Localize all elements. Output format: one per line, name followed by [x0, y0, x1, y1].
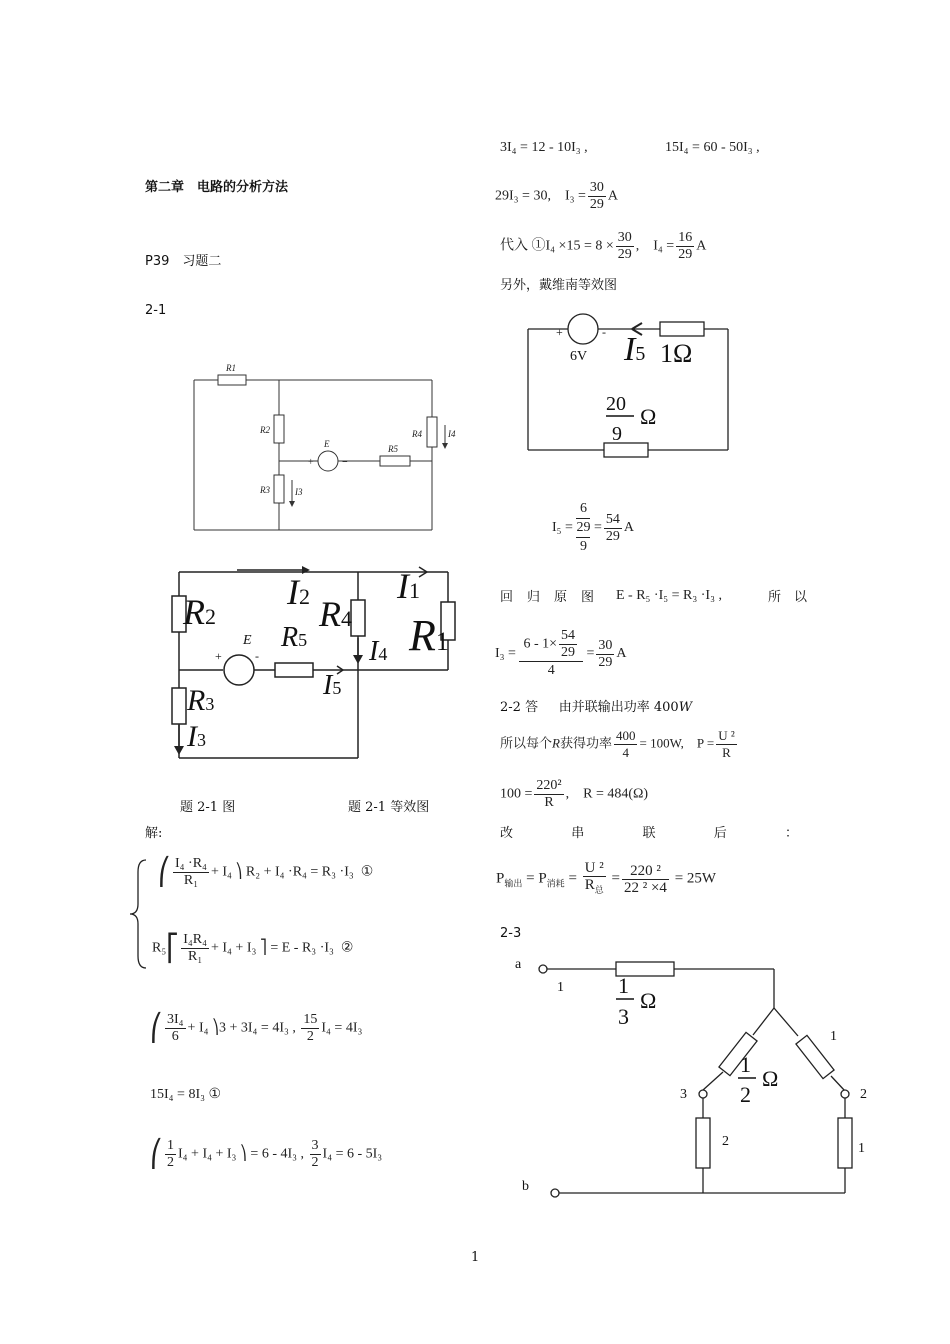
label-node-1: 1 — [557, 980, 564, 995]
equation-5: ⎛ $\frac{1}{2}$ I₄ + I₄ + I₃ ⎞ = 6 - 4I₃ , $\frac{3}{2}$ I₄ = 6 - 5I₃ — [150, 1138, 383, 1170]
problem-label-2-1: 2-1 — [145, 303, 167, 318]
label-r3: R — [187, 684, 206, 717]
label-node-3: 3 — [680, 1087, 687, 1102]
equation-b: 15I₄ = 60 - 50I₃ , — [665, 140, 760, 155]
chapter-title: 第二章 电路的分析方法 — [145, 180, 289, 195]
equation-i3: I₃ = 6 - 1× $\frac{54}{29}$ 4 = $\frac{30}{29}$ A — [495, 628, 627, 678]
label-mid-r-omega: Ω — [762, 1066, 779, 1091]
terminal-b: b — [522, 1179, 529, 1194]
label-r3: R3 — [260, 485, 270, 495]
label-r5: R5 — [388, 444, 398, 454]
terminal-a: a — [515, 957, 522, 972]
label-1ohm: 1Ω — [660, 339, 693, 368]
label-minus: − — [342, 457, 348, 468]
svg-text:R3 — [186, 684, 214, 717]
label-9: 9 — [612, 423, 622, 445]
thevenin-caption: 另外，戴维南等效图 — [500, 278, 618, 293]
equation-c: 29I₃ = 30, I₃ = $\frac{30}{29}$ A — [495, 180, 619, 212]
return-equation: E - R₅ ·I₅ = R₃ ·I₃ , — [616, 588, 722, 603]
exercise-header: P39 习题二 — [145, 254, 222, 269]
equation-d: 代入 ①I₄ ×15 = 8 × $\frac{30}{29}$ , I₄ = $\frac{16}{29}$ A — [500, 230, 707, 262]
label-r1-sub: 1 — [435, 627, 449, 656]
label-left-bottom-2: 2 — [722, 1134, 729, 1149]
svg-text:I5 — [623, 331, 645, 368]
problem-2-2-line1: 2-2 答 由并联输出功率 400W — [500, 700, 693, 715]
label-r2-sub: 2 — [205, 604, 216, 629]
label-r3-sub: 3 — [205, 694, 215, 714]
label-i5-sub: 5 — [635, 343, 646, 365]
label-node-2: 2 — [860, 1087, 867, 1102]
label-r4: R — [319, 594, 341, 634]
equation-a: 3I₄ = 12 - 10I₃ , — [500, 140, 588, 155]
label-i1-sub: 1 — [409, 578, 420, 603]
label-i2: I — [287, 572, 299, 612]
label-mid-r-num: 1 — [740, 1052, 751, 1077]
label-i3-sub: 3 — [197, 730, 206, 750]
label-i5: I — [624, 331, 636, 368]
label-6v: 6V — [570, 349, 588, 364]
equation-4: 15I₄ = 8I₃ ① — [150, 1087, 222, 1102]
label-right-bottom-1: 1 — [858, 1141, 865, 1156]
label-i3: I — [187, 720, 197, 753]
label-top-r-den: 3 — [618, 1004, 629, 1029]
return-end-text: 所 以 — [768, 590, 808, 605]
label-20: 20 — [606, 393, 626, 415]
label-i5-sub: 5 — [332, 678, 342, 698]
svg-text:R2 — [182, 592, 216, 632]
return-text: 回 归 原 图 — [500, 590, 594, 605]
label-i2-sub: 2 — [299, 584, 310, 609]
label-i4-sub: 4 — [378, 644, 388, 664]
svg-text:R4 — [318, 594, 352, 634]
problem-2-2-line2: 所以每个R获得功率 $\frac{400}{4}$ = 100W, P = $\frac{\text{U ²}}{R}$ — [500, 728, 735, 760]
equation-3: ⎛ $\frac{\text{3I₄}}{6}$ + I₄ ⎞3 + 3I₄ = 4I₃ , $\frac{15}{2}$ I₄ = 4I₃ — [150, 1012, 363, 1044]
system-brace — [128, 858, 148, 970]
label-plus: + — [308, 457, 314, 468]
label-top-r-num: 1 — [618, 973, 629, 998]
label-r1: R — [409, 611, 436, 660]
page-number: 1 — [471, 1250, 480, 1265]
label-i3: I3 — [295, 487, 303, 497]
label-r4-sub: 4 — [341, 606, 352, 631]
equation-1: ⎛ $\frac{\text{I₄ ·R₄}}{\text{R₁}}$ + I₄ ⎞ R₂ + I₄ ·R₄ = R₃ ·I₃ ① — [158, 856, 374, 888]
problem-2-2-line3: 100 = $\frac{\text{220²}}{R}$ , R = 484(Ω) — [500, 778, 649, 810]
circuit-figure-2-1-equivalent — [165, 560, 465, 765]
label-r5: R — [281, 622, 299, 653]
circuit-figure-2-1 — [180, 355, 460, 540]
label-r5-sub: 5 — [298, 630, 308, 650]
svg-text:I3 — [186, 720, 206, 753]
label-r1: R1 — [226, 363, 236, 373]
label-right-1: 1 — [830, 1029, 837, 1044]
label-r2: R — [183, 592, 205, 632]
series-text: 改 串 联 后 ： — [500, 826, 798, 841]
label-mid-r-den: 2 — [740, 1082, 751, 1107]
svg-text:I2 — [286, 572, 310, 612]
equation-2: R₅⎡ $\frac{\text{I₄R₄}}{\text{R₁}}$ + I₄ + I₃ ⎤ = E - R₃ ·I₃ ② — [152, 932, 354, 964]
label-e: E — [243, 633, 252, 648]
label-i4: I4 — [448, 429, 456, 439]
label-minus: - — [255, 649, 259, 663]
problem-label-2-3: 2-3 — [500, 926, 522, 941]
equation-i5: I₅ = 6 29 9 = $\frac{54}{29}$ A — [552, 501, 634, 554]
power-equation: $P_{输出} = P_{消耗}$ = $\frac{\text{U ²}}{R_总}$ = $\frac{\text{220 ²}}{\text{22 ² ×4}}$ = 25W — [496, 860, 717, 896]
label-i1: I — [397, 566, 409, 606]
caption-figure-2-1: 题 2-1 图 — [180, 800, 236, 815]
label-r2: R2 — [260, 425, 270, 435]
label-plus: + — [556, 325, 563, 339]
svg-text:I4 — [368, 636, 387, 667]
label-plus: + — [215, 649, 222, 663]
label-ohm: Ω — [640, 404, 657, 429]
circuit-figure-2-3 — [510, 950, 880, 1210]
caption-figure-2-1-equivalent: 题 2-1 等效图 — [348, 800, 430, 815]
label-i5: I — [323, 670, 333, 701]
label-top-r-omega: Ω — [640, 988, 657, 1013]
solution-label: 解: — [145, 826, 163, 841]
label-e: E — [324, 439, 330, 449]
svg-text:I5 — [322, 670, 341, 701]
thevenin-circuit-figure — [520, 312, 740, 462]
label-minus: - — [602, 325, 606, 339]
label-r4: R4 — [412, 429, 422, 439]
label-i4: I — [369, 636, 379, 667]
svg-text:R5 — [280, 622, 307, 653]
